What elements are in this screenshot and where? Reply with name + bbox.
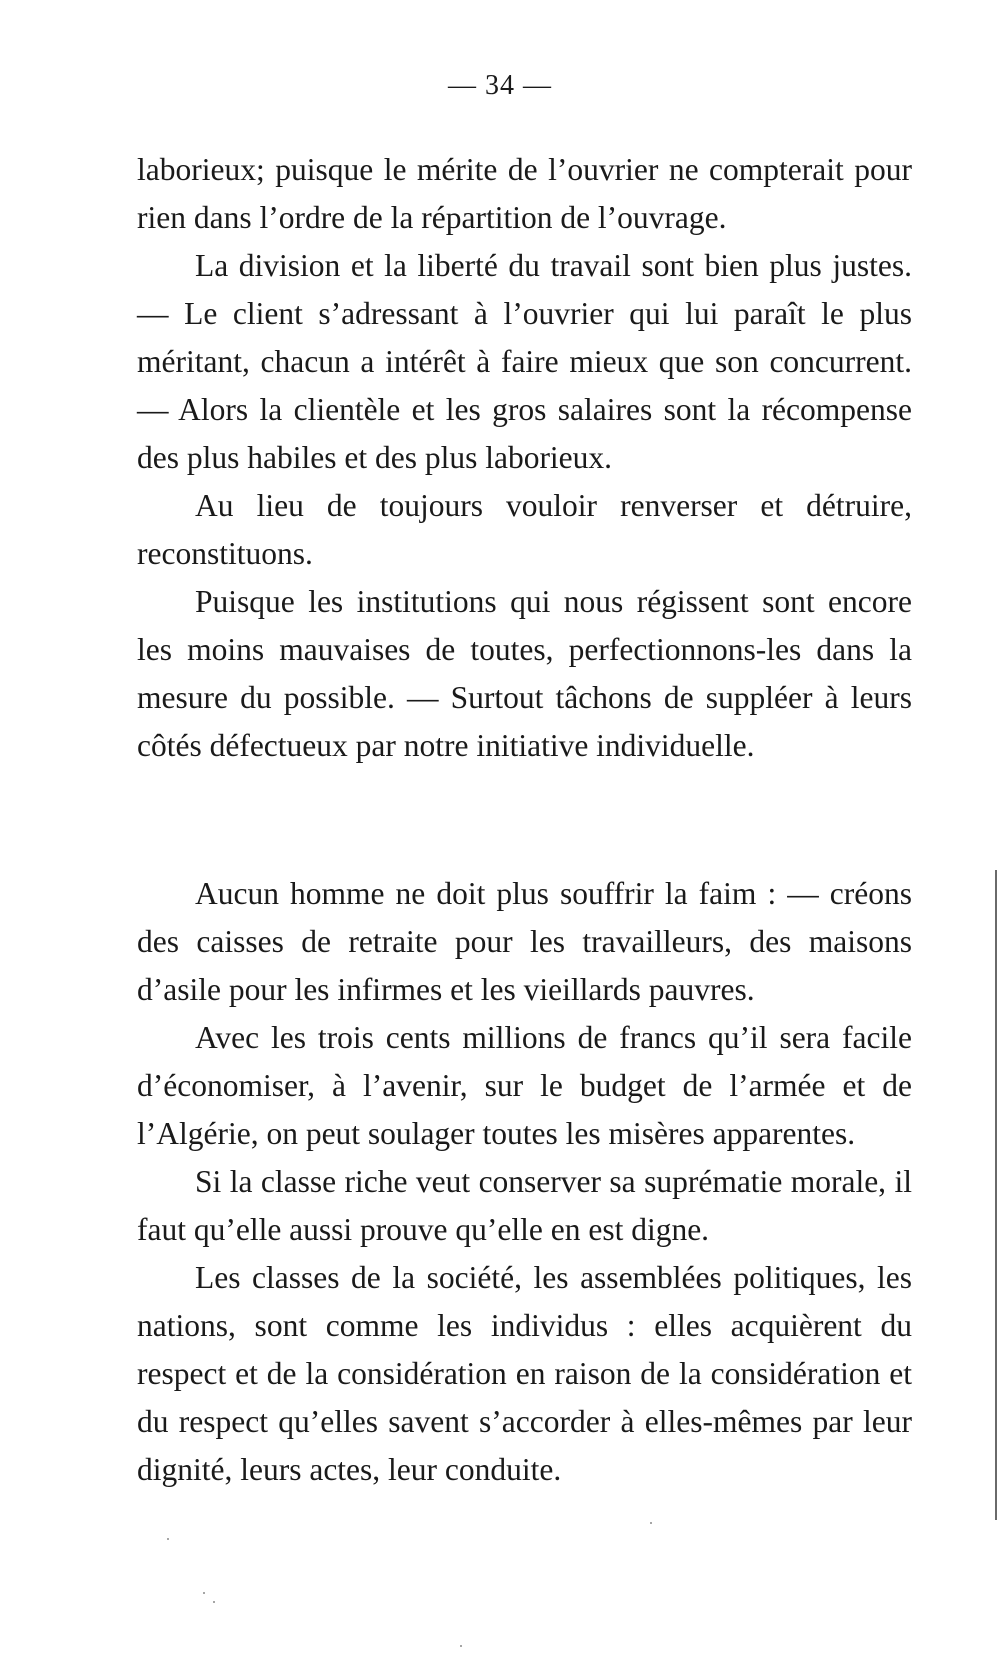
paper-speck: [213, 1601, 215, 1603]
page-edge-shadow: [995, 870, 997, 1520]
paragraph-faim: Aucun homme ne doit plus souffrir la faim : — créons des caisses de retraite pour les travailleurs, des maisons d’asile pour les infirmes et les vieillards pauvres.: [137, 876, 912, 1007]
paragraph-continuation: laborieux; puisque le mérite de l’ouvrier ne compterait pour rien dans l’ordre de la répartition de l’ouvrage.: [137, 152, 912, 235]
page-number: — 34 —: [448, 70, 552, 101]
text-section-one: [137, 146, 912, 770]
paragraph-division-du-travail: La division et la liberté du travail sont bien plus justes. — Le client s’adressant à l’ouvrier qui lui paraît le plus méritant, chacun a intérêt à faire mieux que son concurrent. — Alors la clientèle et les gros salaires sont la récompense des plus habiles et des plus laborieux.: [137, 248, 912, 475]
paper-speck: [650, 1522, 652, 1524]
paper-speck: [203, 1592, 205, 1594]
paper-speck: [460, 1645, 462, 1647]
paper-speck: [167, 1538, 169, 1540]
paragraph-institutions: Puisque les institutions qui nous régissent sont encore les moins mauvaises de toutes, perfectionnons-les dans la mesure du possible. — Surtout tâchons de suppléer à leurs côtés défectueux par notre initiative individuelle.: [137, 584, 912, 763]
paragraph-classe-riche: Si la classe riche veut conserver sa suprématie morale, il faut qu’elle aussi prouve qu’elle en est digne.: [137, 1164, 912, 1247]
text-section-two: [137, 870, 912, 1494]
paragraph-classes-societe: Les classes de la société, les assemblées politiques, les nations, sont comme les individus : elles acquièrent du respect et de la considération en raison de la considération et du respect qu’elles savent s’accorder à elles-mêmes par leur dignité, leurs actes, leur conduite.: [137, 1260, 912, 1487]
paragraph-trois-cents-millions: Avec les trois cents millions de francs qu’il sera facile d’économiser, à l’avenir, sur le budget de l’armée et de l’Algérie, on peut soulager toutes les misères apparentes.: [137, 1020, 912, 1151]
paragraph-reconstituons: Au lieu de toujours vouloir renverser et détruire, reconstituons.: [137, 488, 912, 571]
